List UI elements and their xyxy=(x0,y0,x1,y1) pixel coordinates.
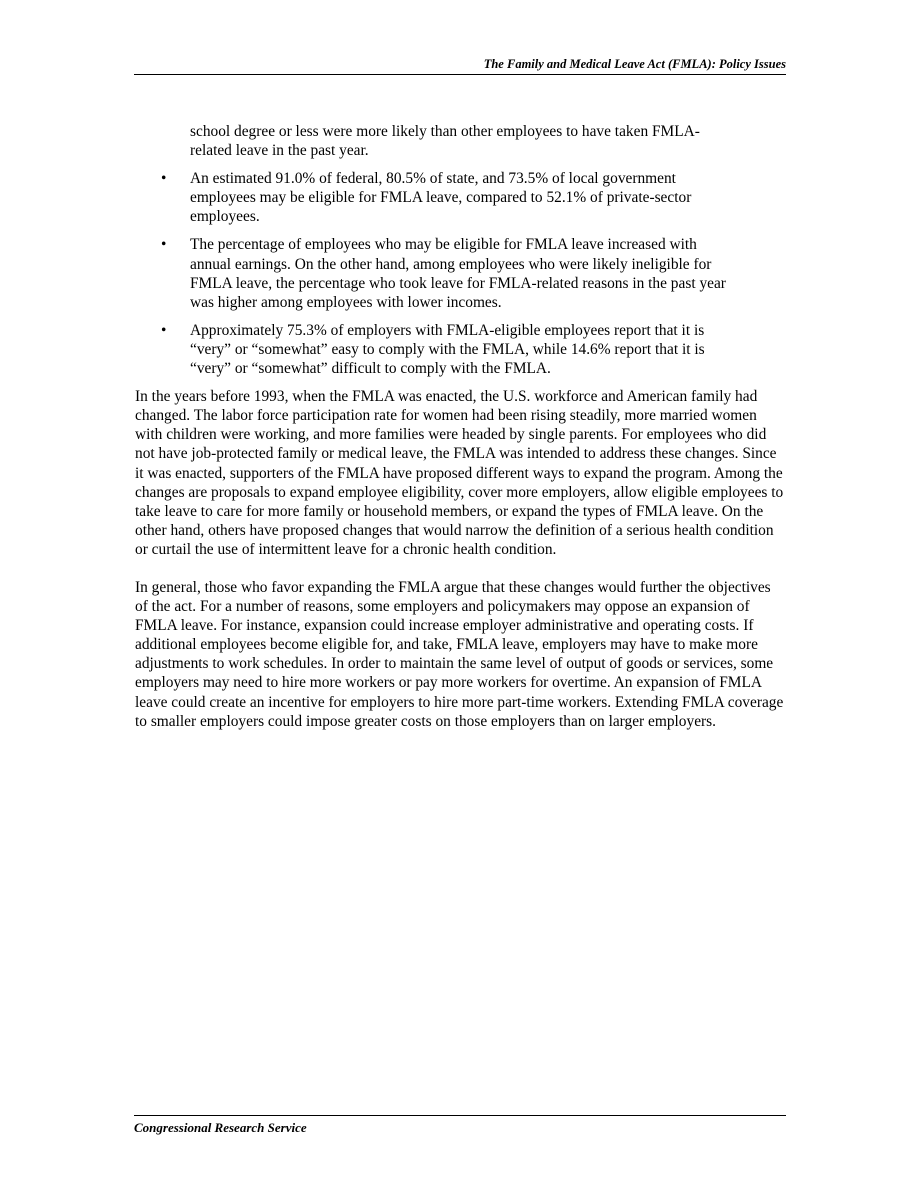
running-header: The Family and Medical Leave Act (FMLA): Policy Issues xyxy=(134,56,786,75)
bullet-marker: • xyxy=(161,321,167,339)
bullet-text: Approximately 75.3% of employers with FMLA-eligible employees report that it is “very” or “somewhat” easy to comply with the FMLA, while 14.6% report that it is “very” or “somewhat” difficult to comply with the FMLA. xyxy=(190,321,705,378)
body-paragraph: In general, those who favor expanding the FMLA argue that these changes would further the objectives of the act. For a number of reasons, some employers and policymakers may oppose an expansion of FMLA leave. For instance, expansion could increase employer administrative and operating costs. If additional employees become eligible for, and take, FMLA leave, employers may have to make more adjustments to work schedules. In order to maintain the same level of output of goods or services, some employers may need to hire more workers or pay more workers for overtime. An expansion of FMLA leave could create an incentive for employers to hire more part-time workers. Extending FMLA coverage to smaller employers could impose greater costs on those employers than on larger employers. xyxy=(135,578,784,730)
body-paragraph: In the years before 1993, when the FMLA was enacted, the U.S. workforce and American family had changed. The labor force participation rate for women had been rising steadily, more married women with children were working, and more families were headed by single parents. For employees who did not have job-protected family or medical leave, the FMLA was intended to address these changes. Since it was enacted, supporters of the FMLA have proposed different ways to expand the program. Among the changes are proposals to expand employee eligibility, cover more employers, allow eligible employees to take leave to care for more family or household members, or expand the types of FMLA leave. On the other hand, others have proposed changes that would narrow the definition of a serious health condition or curtail the use of intermittent leave for a chronic health condition. xyxy=(135,388,784,558)
bullet-text: An estimated 91.0% of federal, 80.5% of state, and 73.5% of local government employees may be eligible for FMLA leave, compared to 52.1% of private-sector employees. xyxy=(190,170,692,226)
bullet-text: The percentage of employees who may be eligible for FMLA leave increased with annual earnings. On the other hand, among employees who were likely ineligible for FMLA leave, the percentage who took leave for FMLA-related reasons in the past year was higher among employees with lower incomes. xyxy=(190,236,726,311)
bullet-item xyxy=(135,169,735,226)
bullet-item xyxy=(135,235,735,311)
running-footer: Congressional Research Service xyxy=(134,1115,786,1136)
page-content xyxy=(135,122,785,750)
bullet-marker: • xyxy=(161,170,167,188)
bullet-marker: • xyxy=(161,236,167,254)
bullet-list xyxy=(135,169,785,378)
bullet-item xyxy=(135,321,735,378)
bullet-continuation: school degree or less were more likely than other employees to have taken FMLA-related leave in the past year. xyxy=(190,123,700,160)
